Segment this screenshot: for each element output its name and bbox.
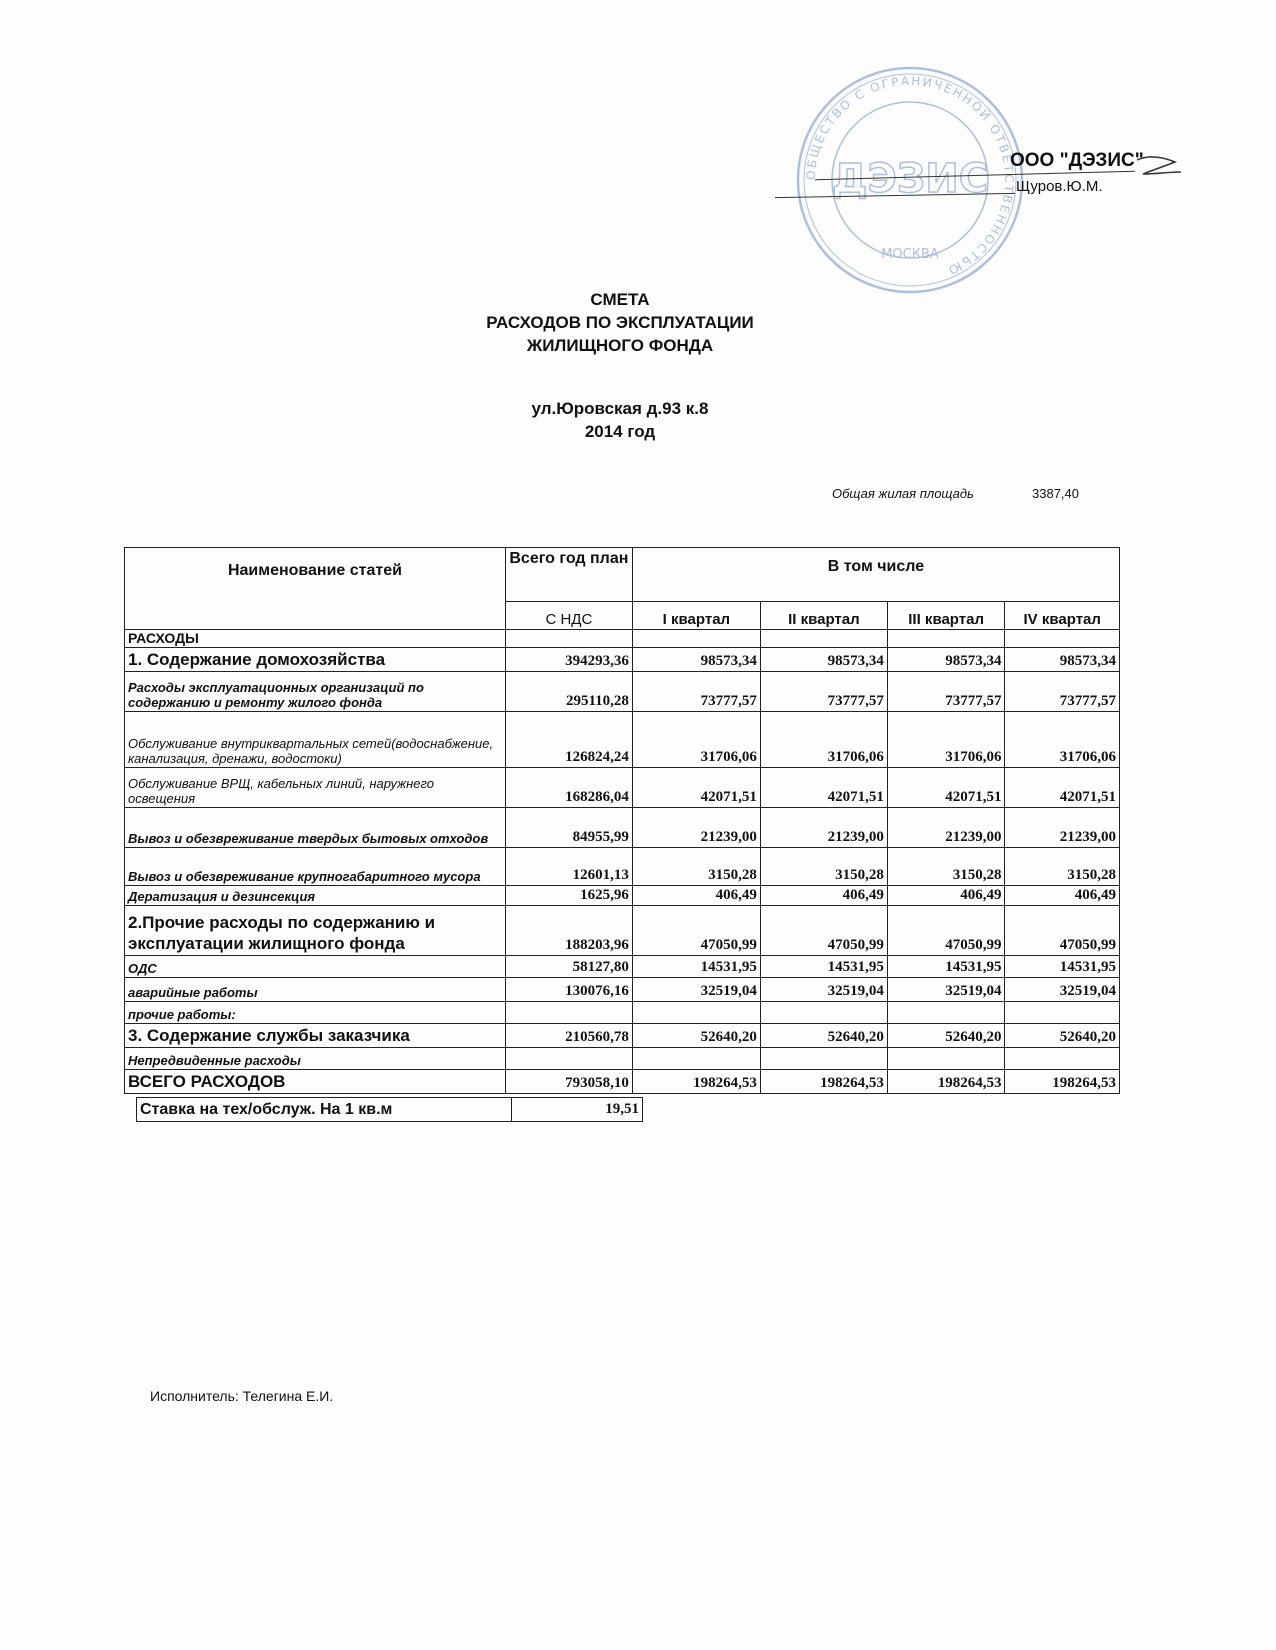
row-total: 188203,96	[505, 906, 632, 956]
header-q4: IV квартал	[1005, 602, 1120, 630]
address-street: ул.Юровская д.93 к.8	[531, 399, 709, 418]
table-row	[125, 906, 1120, 956]
table-row	[125, 672, 1120, 712]
row-total: 84955,99	[505, 808, 632, 848]
row-q1: 32519,04	[632, 978, 760, 1002]
row-q4: 42071,51	[1005, 768, 1120, 808]
approval-signatory: Щуров.Ю.М.	[1016, 178, 1103, 195]
approval-org: ООО "ДЭЗИС"	[1010, 150, 1144, 171]
row-name: Обслуживание внутриквартальных сетей(водоснабжение, канализация, дренажи, водостоки)	[125, 712, 506, 768]
table-row	[125, 956, 1120, 978]
row-q4: 198264,53	[1005, 1070, 1120, 1094]
row-q4	[1005, 1048, 1120, 1070]
title-line-2: РАСХОДОВ ПО ЭКСПЛУАТАЦИИ	[486, 313, 754, 332]
row-q2: 52640,20	[760, 1024, 887, 1048]
row-q2	[760, 630, 887, 648]
header-q3: III квартал	[887, 602, 1005, 630]
header-name: Наименование статей	[125, 548, 506, 630]
row-q2: 3150,28	[760, 848, 887, 886]
table-row	[125, 848, 1120, 886]
row-total	[505, 1048, 632, 1070]
row-total: 126824,24	[505, 712, 632, 768]
header-q2: II квартал	[760, 602, 887, 630]
row-total	[505, 1002, 632, 1024]
table-row	[125, 712, 1120, 768]
header-total: Всего год план	[505, 548, 632, 602]
row-total: 793058,10	[505, 1070, 632, 1094]
row-name: Дератизация и дезинсекция	[125, 886, 506, 906]
row-q1: 406,49	[632, 886, 760, 906]
row-q2: 42071,51	[760, 768, 887, 808]
row-q3: 14531,95	[887, 956, 1005, 978]
row-q1: 42071,51	[632, 768, 760, 808]
row-q3: 198264,53	[887, 1070, 1005, 1094]
row-q1	[632, 1002, 760, 1024]
seal-center-text: ДЭЗИС	[831, 156, 989, 202]
table-row	[125, 630, 1120, 648]
table-row	[125, 1070, 1120, 1094]
row-q1	[632, 1048, 760, 1070]
seal-ring-text: ОБЩЕСТВО С ОГРАНИЧЕННОЙ ОТВЕТСТВЕННОСТЬЮ	[803, 73, 1017, 279]
row-q4: 32519,04	[1005, 978, 1120, 1002]
row-q4: 73777,57	[1005, 672, 1120, 712]
row-q2: 31706,06	[760, 712, 887, 768]
row-q4: 406,49	[1005, 886, 1120, 906]
row-total: 394293,36	[505, 648, 632, 672]
table-row	[125, 1024, 1120, 1048]
approval-block	[1010, 150, 1144, 195]
title-line-1: СМЕТА	[590, 290, 650, 309]
row-total: 168286,04	[505, 768, 632, 808]
row-q2: 98573,34	[760, 648, 887, 672]
row-q1: 73777,57	[632, 672, 760, 712]
title-line-3: ЖИЛИЩНОГО ФОНДА	[526, 336, 714, 355]
row-q1: 14531,95	[632, 956, 760, 978]
row-total: 295110,28	[505, 672, 632, 712]
row-name: аварийные работы	[125, 978, 506, 1002]
row-q3: 42071,51	[887, 768, 1005, 808]
table-row	[125, 978, 1120, 1002]
total-area-value: 3387,40	[1032, 486, 1079, 501]
row-q4: 14531,95	[1005, 956, 1120, 978]
document-title	[400, 288, 840, 357]
address-block	[400, 397, 840, 443]
row-q4: 52640,20	[1005, 1024, 1120, 1048]
row-q2: 406,49	[760, 886, 887, 906]
row-q1: 3150,28	[632, 848, 760, 886]
rate-label: Ставка на тех/обслуж. На 1 кв.м	[137, 1098, 512, 1122]
row-q4: 3150,28	[1005, 848, 1120, 886]
row-q1: 21239,00	[632, 808, 760, 848]
rate-table	[136, 1097, 643, 1122]
row-name: 1. Содержание домохозяйства	[125, 648, 506, 672]
row-q3: 47050,99	[887, 906, 1005, 956]
row-q4: 31706,06	[1005, 712, 1120, 768]
table-row	[125, 886, 1120, 906]
row-total: 1625,96	[505, 886, 632, 906]
row-q3: 73777,57	[887, 672, 1005, 712]
row-name: Обслуживание ВРЩ, кабельных линий, наружнего освещения	[125, 768, 506, 808]
header-including: В том числе	[632, 548, 1119, 602]
row-name: 2.Прочие расходы по содержанию и эксплуатации жилищного фонда	[125, 906, 506, 956]
row-name: ОДС	[125, 956, 506, 978]
table-row	[125, 1048, 1120, 1070]
executor: Исполнитель: Телегина Е.И.	[150, 1388, 334, 1404]
row-q2: 32519,04	[760, 978, 887, 1002]
row-q4: 47050,99	[1005, 906, 1120, 956]
rate-value: 19,51	[512, 1098, 643, 1122]
row-total	[505, 630, 632, 648]
row-q1: 198264,53	[632, 1070, 760, 1094]
row-q4: 98573,34	[1005, 648, 1120, 672]
row-q4	[1005, 1002, 1120, 1024]
row-q3: 98573,34	[887, 648, 1005, 672]
seal-city-text: МОСКВА	[881, 247, 939, 262]
row-total: 210560,78	[505, 1024, 632, 1048]
company-seal	[790, 60, 1030, 300]
table-row	[125, 808, 1120, 848]
row-q1: 47050,99	[632, 906, 760, 956]
table-row	[137, 1098, 643, 1122]
row-total: 58127,80	[505, 956, 632, 978]
header-vat: С НДС	[505, 602, 632, 630]
row-q1: 31706,06	[632, 712, 760, 768]
row-q2	[760, 1048, 887, 1070]
row-q1: 52640,20	[632, 1024, 760, 1048]
row-q3	[887, 630, 1005, 648]
row-q2: 21239,00	[760, 808, 887, 848]
row-q3: 32519,04	[887, 978, 1005, 1002]
row-name: Непредвиденные расходы	[125, 1048, 506, 1070]
row-q2: 47050,99	[760, 906, 887, 956]
row-q3: 406,49	[887, 886, 1005, 906]
table-row	[125, 768, 1120, 808]
row-q3: 21239,00	[887, 808, 1005, 848]
estimate-table	[124, 547, 1120, 1094]
row-q1: 98573,34	[632, 648, 760, 672]
row-q2: 198264,53	[760, 1070, 887, 1094]
total-area	[832, 486, 1079, 501]
row-q1	[632, 630, 760, 648]
row-q3: 31706,06	[887, 712, 1005, 768]
row-name: Расходы эксплуатационных организаций по содержанию и ремонту жилого фонда	[125, 672, 506, 712]
row-q2	[760, 1002, 887, 1024]
row-name: прочие работы:	[125, 1002, 506, 1024]
address-year: 2014 год	[584, 422, 656, 441]
row-q4: 21239,00	[1005, 808, 1120, 848]
row-total: 12601,13	[505, 848, 632, 886]
row-q3: 3150,28	[887, 848, 1005, 886]
row-q2: 73777,57	[760, 672, 887, 712]
table-row	[125, 648, 1120, 672]
row-q2: 14531,95	[760, 956, 887, 978]
total-area-label: Общая жилая площадь	[832, 486, 974, 501]
row-name: Вывоз и обезвреживание твердых бытовых отходов	[125, 808, 506, 848]
row-q3	[887, 1048, 1005, 1070]
row-name: ВСЕГО РАСХОДОВ	[125, 1070, 506, 1094]
row-name: Вывоз и обезвреживание крупногабаритного мусора	[125, 848, 506, 886]
row-q3	[887, 1002, 1005, 1024]
header-q1: I квартал	[632, 602, 760, 630]
row-name: РАСХОДЫ	[125, 630, 506, 648]
table-row	[125, 1002, 1120, 1024]
row-q3: 52640,20	[887, 1024, 1005, 1048]
row-total: 130076,16	[505, 978, 632, 1002]
row-q4	[1005, 630, 1120, 648]
row-name: 3. Содержание службы заказчика	[125, 1024, 506, 1048]
